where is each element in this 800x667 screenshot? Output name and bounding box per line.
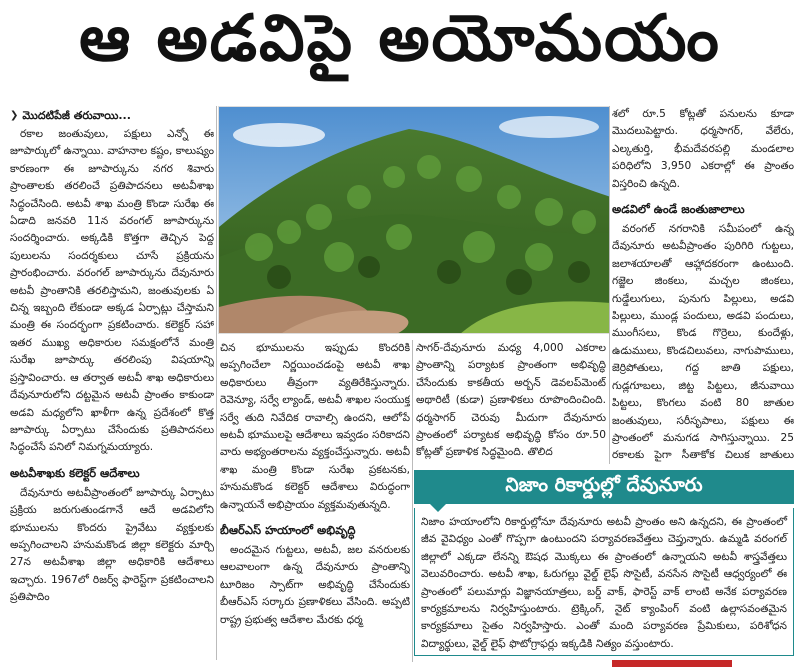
article-column-4	[612, 106, 794, 466]
paragraph: అందమైన గుట్టలు, అటవీ, జల వనరులకు ఆలవాలంగా ఉన్న దేవునూరు ప్రాంతాన్ని టూరిజం స్పాట్‌గా అభివృద్ధి చేసేందుకు బీఆర్ఎస్ సర్కారు ప్రణాళికలు వేసింది. అప్పటి రాష్ట్ర ప్రభుత్వ ఆదేశాల మేరకు ధర్మ	[220, 544, 410, 626]
column-divider	[412, 340, 413, 662]
box-body	[414, 508, 794, 656]
paragraph: చిన భూములను ఇప్పుడు కొందరికి అప్పగించేలా నిర్ణయించడంపై అటవీ శాఖ అధికారులు తీవ్రంగా వ్యతిరేకిస్తున్నారు. రెవెన్యూ, సర్వే ల్యాండ్, అటవీ శాఖల సంయుక్త సర్వే తుది నివేదిక రావాల్సి ఉందని, ఆలోపే అటవీ భూములపై ఆదేశాలు ఇవ్వడం సరికాదని వారు అభ్యంతరాలను వ్యక్తంచేస్తున్నారు. అటవీ శాఖ మంత్రి కొండా సురేఖ ప్రకటనకు, హనుమకొండ కలెక్టర్ ఆదేశాలు విరుద్ధంగా ఉన్నాయనే అభిప్రాయం వ్యక్తమవుతున్నది.	[220, 342, 410, 511]
subheading: అటవీశాఖకు కలెక్టర్ ఆదేశాలు	[10, 465, 140, 480]
subheading: బీఆర్ఎస్ హయాంలో అభివృద్ధి	[220, 523, 356, 538]
kicker-label: మొదటిపేజీ తరువాయి...	[22, 109, 131, 122]
subheading: అడవిలో ఉండే జంతుజాలాలు	[612, 202, 745, 217]
forested-hill-image	[219, 107, 610, 334]
article-column-3	[416, 340, 606, 464]
column-divider	[609, 106, 610, 464]
paragraph: రకాల జంతువులు, పక్షులు ఎన్నో ఈ జూపార్కులో ఉన్నాయి. వాహనాల కష్టం, కాలుష్యం కారణంగా ఈ జూపార్కును నగర శివారు ప్రాంతాలకు తరలించే ప్రతిపాదనలు అటవీశాఖ సిద్ధంచేసింది. అటవీ శాఖ మంత్రి కొండా సురేఖ ఈ ఏడాది జనవరి 11న వరంగల్ జూపార్కును సందర్శించారు. అక్కడికి కొత్తగా తెచ్చిన పెద్ద పులులను సందర్శకులు చూసే ప్రక్రియను ప్రారంభించారు. వరంగల్ జూపార్కును దేవునూరు అటవీ ప్రాంతానికి తరలిస్తామని, జంతువులకు ఏ చిన్న ఇబ్బంది లేకుండా అక్కడ ఏర్పాట్లు చేస్తామని మంత్రి ఈ సందర్భంగా ప్రకటించారు. కలెక్టర్ సహా ఇతర ముఖ్య అధికారుల సమక్షంలోనే మంత్రి సురేఖ జూపార్కు తరలింపు విషయాన్ని ప్రస్తావించారు. ఆ తర్వాత అటవీ శాఖ అధికారులు దేవునూరులోని దట్టమైన అటవీ ప్రాంతం కాకుండా అడవి మధ్యలోని ఖాళీగా ఉన్న ప్రదేశంలో కొత్త జూపార్కు ఏర్పాటు చేసేందుకు ప్రతిపాదనలు సిద్ధంచేసే పనిలో నిమగ్నమయ్యారు.	[10, 128, 214, 454]
paragraph: వరంగల్ నగరానికి సమీపంలో ఉన్న దేవునూరు అటవీప్రాంతం పురిగిరి గుట్టలు, జలాశయాలతో ఆహ్లాదకరంగా ఉంటుంది. గజ్జెల జింకలు, మచ్చల జింకలు, గుడ్డేలుగులు, పునుగు పిల్లులు, అడవి పిల్లులు, ముండ్ల పందులు, అడవి పందులు, ముంగీసలు, కొండ గొర్రెలు, కుందేళ్లు, ఉడుములు, కొండచిలువలు, నాగుపాములు, జెర్రిపోతులు, గద్ద జాతి పక్షులు, గుడ్లగూబలు, జిట్ట పిట్టలు, జీనువాయి పిట్టలు, కొంగలు వంటి 80 జాతుల జంతువులు, సరీసృపాలు, పక్షులు ఈ ప్రాంతంలో మనుగడ సాగిస్తున్నాయి. 25 రకాలకు పైగా సీతాకోక చిలుక జాతులు	[612, 223, 794, 462]
bottom-strip	[0, 660, 800, 667]
section-tag-bar	[612, 660, 732, 667]
hill-photo	[218, 106, 610, 334]
nizam-records-box	[414, 470, 794, 656]
article-column-2	[220, 340, 410, 662]
paragraph: దేవునూరు అటవీప్రాంతంలో జూపార్కు ఏర్పాటు ప్రక్రియ జరుగుతుండగానే ఆదే అడవిలోని భూములను కొందరు ప్రైవేటు వ్యక్తులకు అప్పగించాలని హనుమకొండ జిల్లా కలెక్టరు మార్చి 27న అటవీశాఖ జిల్లా అధికారికి ఆదేశాలు ఇచ్చారు. 1967లో రిజర్వ్ ఫారెస్ట్‌గా ప్రకటించాలని ప్రతిపాదిం	[10, 486, 214, 604]
box-title-bar	[414, 470, 794, 504]
paragraph: నిజాం హయాంలోని రికార్డుల్లోనూ దేవునూరు అటవీ ప్రాంతం అని ఉన్నదని, ఈ ప్రాంతంలో జీవ వైవిధ్యం ఎంతో గొప్పగా ఉంటుందని పర్యావరణవేత్తలు చెప్తున్నారు. ఉమ్మడి వరంగల్ జిల్లాలో ఎక్కడా లేనన్ని ఔషధ మొక్కలు ఈ ప్రాంతంలో ఉన్నాయని అటవీ శాస్త్రవేత్తలు వెలువరించారు. అటవీ శాఖ, ఓరుగల్లు వైల్డ్ లైఫ్ సొసైటీ, వనసేన సొసైటీ ఆధ్వర్యంలో ఈ ప్రాంతంలో పలుమార్లు విజ్ఞానయాత్రలు, బర్డ్ వాక్, ఫారెస్ట్ వాక్ లాంటి అనేక పర్యావరణ కార్యక్రమాలను నిర్వహిస్తుంటారు. ట్రెక్కింగ్, నైట్ క్యాంపింగ్ వంటి ఉల్లాసవంతమైన కార్యక్రమాలు సైతం నిర్వహిస్తారు. ఎంతో మంది పర్యావరణ ప్రేమికులు, పరిశోధన విద్యార్థులు, వైల్డ్ లైఫ్ ఫొటోగ్రాఫర్లు ఇక్కడికి నిత్యం వస్తుంటారు.	[421, 516, 787, 650]
chevron-right-icon: ❯	[10, 110, 19, 121]
headline: ఆ అడవిపై అయోమయం	[79, 1, 721, 76]
paragraph: సాగర్-దేవునూరు మధ్య 4,000 ఎకరాల ప్రాంతాన్ని పర్యాటక ప్రాంతంగా అభివృద్ధి చేసేందుకు కాకతీయ అర్బన్ డెవలప్‌మెంట్ అథారిటీ (కుడా) ప్రణాళికలు రూపొందించింది. ధర్మసాగర్ చెరువు మీదుగా దేవునూరు ప్రాంతంలో పర్యాటక అభివృద్ధి కోసం రూ.50 కోట్లతో ప్రణాళిక సిద్ధమైంది. తొలిద	[416, 342, 606, 459]
continuation-kicker	[10, 106, 214, 126]
paragraph: శలో రూ.5 కోట్లతో పనులను కూడా మొదలుపెట్టారు. ధర్మసాగర్, వేలేరు, ఎల్కతుర్తి, భీమదేవరపల్లి మండలాల పరిధిలోని 3,950 ఎకరాల్లో ఈ ప్రాంతం విస్తరించి ఉన్నది.	[612, 108, 794, 190]
box-title: నిజాం రికార్డుల్లో దేవునూరు	[505, 473, 703, 496]
column-divider	[216, 106, 217, 660]
article-column-1	[10, 106, 214, 660]
